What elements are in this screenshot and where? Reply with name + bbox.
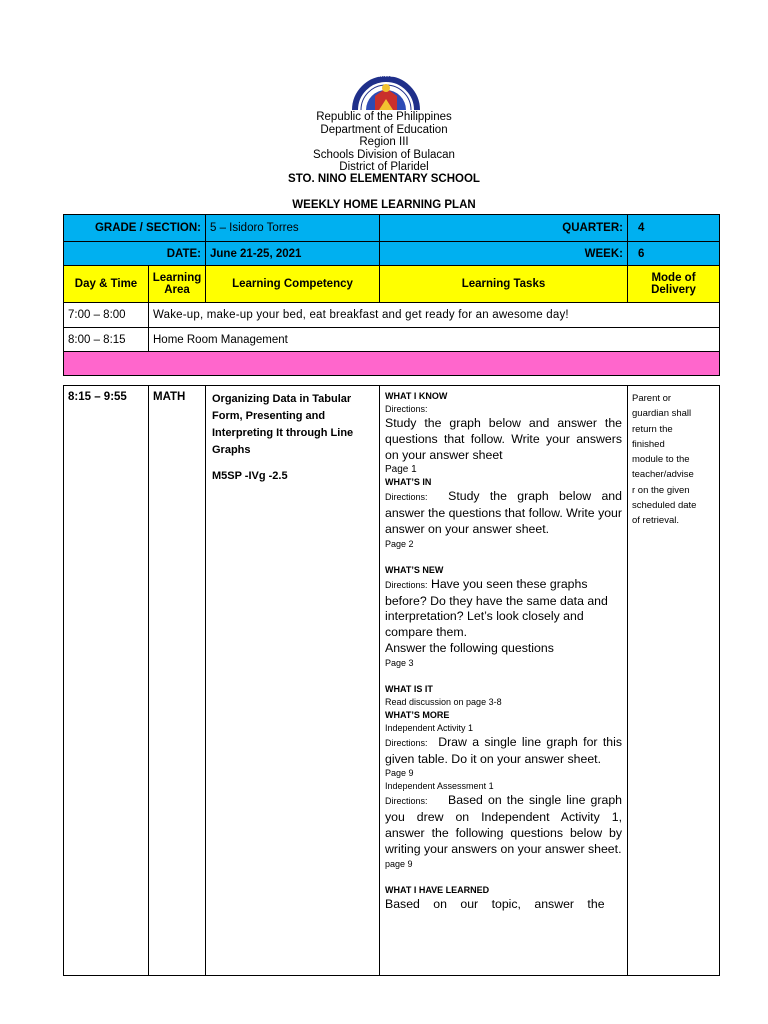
- col-day-time: Day & Time: [64, 266, 149, 303]
- col-tasks: Learning Tasks: [380, 266, 628, 303]
- math-row: [64, 386, 720, 976]
- learning-tasks: [380, 386, 628, 976]
- delivery-line5: module to the: [632, 454, 690, 466]
- whats-in-title: WHAT’S IN: [385, 477, 432, 488]
- delivery-line7: r on the given: [632, 484, 690, 496]
- time-cell: 7:00 – 8:00: [64, 303, 149, 328]
- col-learning-area: [149, 266, 206, 303]
- competency-code: M5SP -IVg -2.5: [212, 470, 288, 482]
- header-district: District of Plaridel: [339, 161, 429, 173]
- what-i-learned-text: Based on our topic, answer the: [385, 896, 605, 911]
- learning-plan-table: [63, 214, 720, 976]
- week-value: 6: [628, 242, 720, 266]
- col-delivery-line2: Delivery: [651, 284, 696, 296]
- col-delivery-line1: Mode of: [651, 272, 696, 284]
- whats-new-block: [385, 577, 622, 641]
- math-time: 8:15 – 9:55: [64, 386, 149, 976]
- whats-in-page: Page 2: [385, 538, 414, 549]
- schedule-row-homeroom: [64, 328, 720, 352]
- delivery-line2: guardian shall: [632, 408, 692, 420]
- independent-assessment-title: Independent Assessment 1: [385, 781, 494, 792]
- assessment-page: page 9: [385, 858, 413, 869]
- whats-new-title: WHAT’S NEW: [385, 564, 444, 575]
- quarter-label: QUARTER:: [380, 215, 628, 242]
- date-row: [64, 242, 720, 266]
- delivery-line6: teacher/advise: [632, 469, 694, 481]
- math-area: MATH: [149, 386, 206, 976]
- header-republic: Republic of the Philippines: [316, 111, 452, 123]
- assessment-directions: Directions:: [385, 796, 428, 807]
- week-label: WEEK:: [380, 242, 628, 266]
- what-i-know-text: Study the graph below and answer the questions that follow. Write your answers on your answer sheet: [385, 416, 622, 462]
- what-i-know-directions: Directions:: [385, 404, 428, 414]
- what-is-it-text: Read discussion on page 3-8: [385, 696, 502, 707]
- whats-new-text: Have you seen these graphs before? Do they have the same data and interpretation? Let’s look closely and compare them.: [385, 576, 608, 640]
- delivery-line9: of retrieval.: [632, 515, 679, 527]
- date-label: DATE:: [64, 242, 206, 266]
- grade-value: 5 – Isidoro Torres: [206, 215, 380, 242]
- assessment-block: [385, 793, 622, 857]
- column-header-row: [64, 266, 720, 303]
- plan-title: WEEKLY HOME LEARNING PLAN: [292, 199, 476, 211]
- col-delivery: [628, 266, 720, 303]
- date-value: June 21-25, 2021: [206, 242, 380, 266]
- competency-line1: Organizing Data in Tabular: [212, 393, 352, 405]
- whats-more-text: Draw a single line graph for this given table. Do it on your answer sheet.: [385, 734, 622, 766]
- mode-of-delivery: [628, 386, 720, 976]
- school-name: STO. NINO ELEMENTARY SCHOOL: [288, 173, 480, 185]
- assessment-text: Based on the single line graph you drew on Independent Activity 1, answer the following questions below by writing your answers on your answer sheet.: [385, 793, 622, 856]
- col-area-line1: Learning: [152, 272, 202, 284]
- whats-more-page: Page 9: [385, 768, 414, 779]
- whats-in-block: [385, 489, 622, 537]
- whats-more-directions: Directions:: [385, 737, 428, 748]
- col-competency: Learning Competency: [206, 266, 380, 303]
- delivery-line8: scheduled date: [632, 500, 697, 512]
- competency-line2: Form, Presenting and: [212, 410, 326, 422]
- col-area-line2: Area: [164, 284, 190, 296]
- quarter-value: 4: [628, 215, 720, 242]
- grade-label: GRADE / SECTION:: [64, 215, 206, 242]
- header-department: Department of Education: [320, 123, 448, 136]
- pink-divider-row: [64, 352, 720, 376]
- spacer-row: [64, 376, 720, 386]
- whats-more-block: [385, 735, 622, 768]
- what-i-know-title: WHAT I KNOW: [385, 391, 448, 401]
- what-i-learned-title: WHAT I HAVE LEARNED: [385, 884, 490, 895]
- whats-in-text: Study the graph below and answer the questions that follow. Write your answer on your answer sheet.: [385, 489, 622, 536]
- competency-line3: Interpreting It through Line: [212, 427, 354, 439]
- deped-seal: [341, 66, 431, 112]
- divider-cell: [64, 352, 720, 376]
- time-cell: 8:00 – 8:15: [64, 328, 149, 352]
- whats-more-title: WHAT’S MORE: [385, 709, 450, 720]
- header-region: Region III: [359, 136, 409, 148]
- whats-in-directions: Directions:: [385, 492, 428, 503]
- delivery-line4: finished: [632, 438, 665, 450]
- delivery-line1: Parent or: [632, 393, 672, 404]
- independent-activity-title: Independent Activity 1: [385, 722, 474, 733]
- what-is-it-title: WHAT IS IT: [385, 683, 433, 694]
- grade-row: [64, 215, 720, 242]
- activity-cell: Home Room Management: [149, 328, 720, 352]
- header-division: Schools Division of Bulacan: [313, 148, 455, 161]
- what-i-know-page: Page 1: [385, 464, 417, 476]
- svg-text:KAGAWARAN NG EDUKASYON: KAGAWARAN NG EDUKASYON: [356, 73, 416, 78]
- math-competency: [206, 386, 380, 976]
- spacer-cell: [64, 376, 720, 386]
- activity-cell: Wake-up, make-up your bed, eat breakfast and get ready for an awesome day!: [149, 303, 720, 328]
- whats-new-page: Page 3: [385, 657, 414, 668]
- whats-new-directions: Directions:: [385, 579, 428, 590]
- delivery-line3: return the: [632, 423, 673, 435]
- whats-new-text2: Answer the following questions: [385, 640, 554, 655]
- schedule-row-wakeup: [64, 303, 720, 328]
- competency-line4: Graphs: [212, 444, 251, 456]
